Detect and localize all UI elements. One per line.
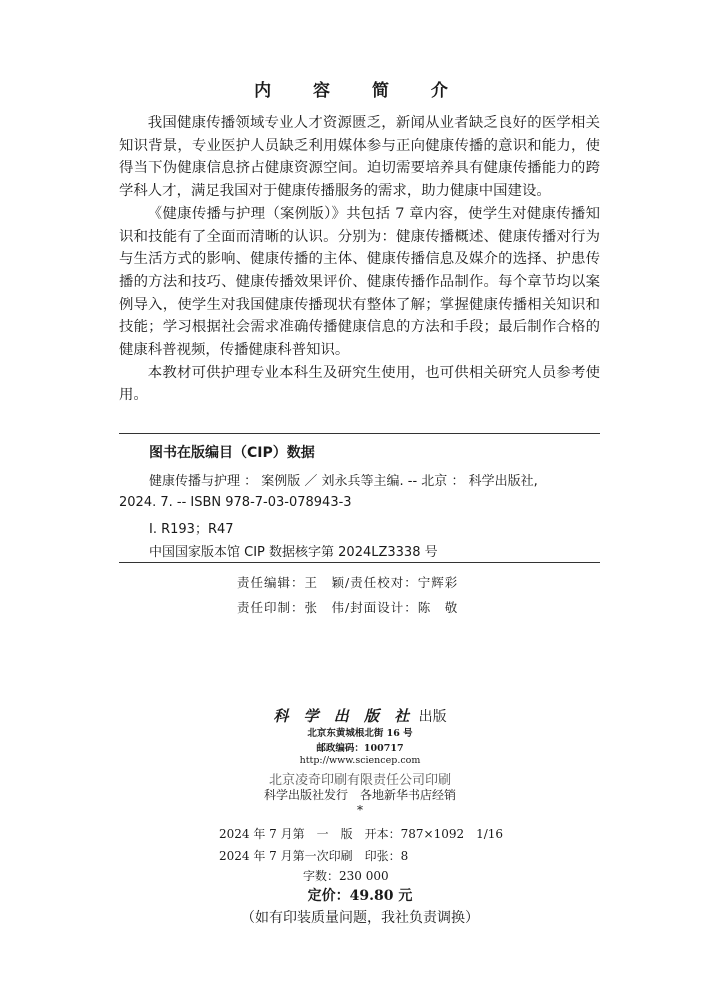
cip-line-2: 2024. 7. -- ISBN 978-7-03-078943-3: [119, 495, 352, 510]
cip-line-1: 健康传播与护理 ： 案例版 ／ 刘永兵等主编. -- 北京 ： 科学出版社,: [149, 474, 538, 489]
introduction: [119, 112, 600, 407]
word-count: 字数：230 000: [303, 869, 389, 883]
cip-title: 图书在版编目（CIP）数据: [149, 445, 315, 461]
cip-line-4: 中国国家版本馆 CIP 数据核字第 2024LZ3338 号: [149, 545, 438, 560]
cip-line-3: Ⅰ. R193；R47: [149, 522, 234, 537]
distribution: 科学出版社发行 各地新华书店经销: [263, 788, 456, 802]
price: 定价：49.80 元: [307, 888, 413, 904]
page-title: 内 容 简 介: [254, 81, 466, 101]
edition-line-2: 2024 年 7 月第一次印刷 印张：8: [219, 849, 409, 863]
cip-top-divider: [119, 433, 600, 434]
publisher-postcode: 邮政编码：100717: [316, 743, 404, 754]
edition-line-1: 2024 年 7 月第 一 版 开本：787×1092 1/16: [219, 827, 504, 841]
publisher-url: http://www.sciencep.com: [299, 755, 421, 766]
publisher-suffix: 出版: [418, 709, 447, 725]
cip-bottom-divider: [119, 562, 600, 563]
quality-notice: （如有印装质量问题，我社负责调换）: [241, 910, 479, 926]
intro-paragraph-1: 我国健康传播领域专业人才资源匮乏，新闻从业者缺乏良好的医学相关知识背景，专业医护人员缺乏利用媒体参与正向健康传播的意识和能力，使得当下伪健康信息挤占健康资源空间。迫切需要培养具有健康传播能力的跨学科人才，满足我国对于健康传播服务的需求，助力健康中国建设。: [119, 115, 600, 200]
production-credits: 责任印制：张 伟/封面设计：陈 敬: [237, 600, 459, 615]
publisher-address: 北京东黄城根北街 16 号: [307, 728, 413, 739]
separator-star: *: [357, 803, 363, 817]
publisher-name: 科 学 出 版 社: [273, 707, 415, 725]
intro-paragraph-3: 本教材可供护理专业本科生及研究生使用，也可供相关研究人员参考使用。: [119, 364, 600, 404]
publisher-line: [0, 705, 720, 726]
intro-paragraph-2: 《健康传播与护理（案例版）》共包括 7 章内容，使学生对健康传播知识和技能有了全面而清晰的认识。分别为：健康传播概述、健康传播对行为与生活方式的影响、健康传播的主体、健康传播信息及媒介的选择、护患传播的方法和技巧、健康传播效果评价、健康传播作品制作。每个章节均以案例导入，使学生对我国健康传播现状有整体了解；掌握健康传播相关知识和技能；学习根据社会需求准确传播健康信息的方法和手段；最后制作合格的健康科普视频，传播健康科普知识。: [119, 205, 600, 359]
printer: 北京凌奇印刷有限责任公司印刷: [268, 773, 451, 788]
editor-credits: 责任编辑：王 颖/责任校对：宁辉彩: [237, 575, 459, 590]
